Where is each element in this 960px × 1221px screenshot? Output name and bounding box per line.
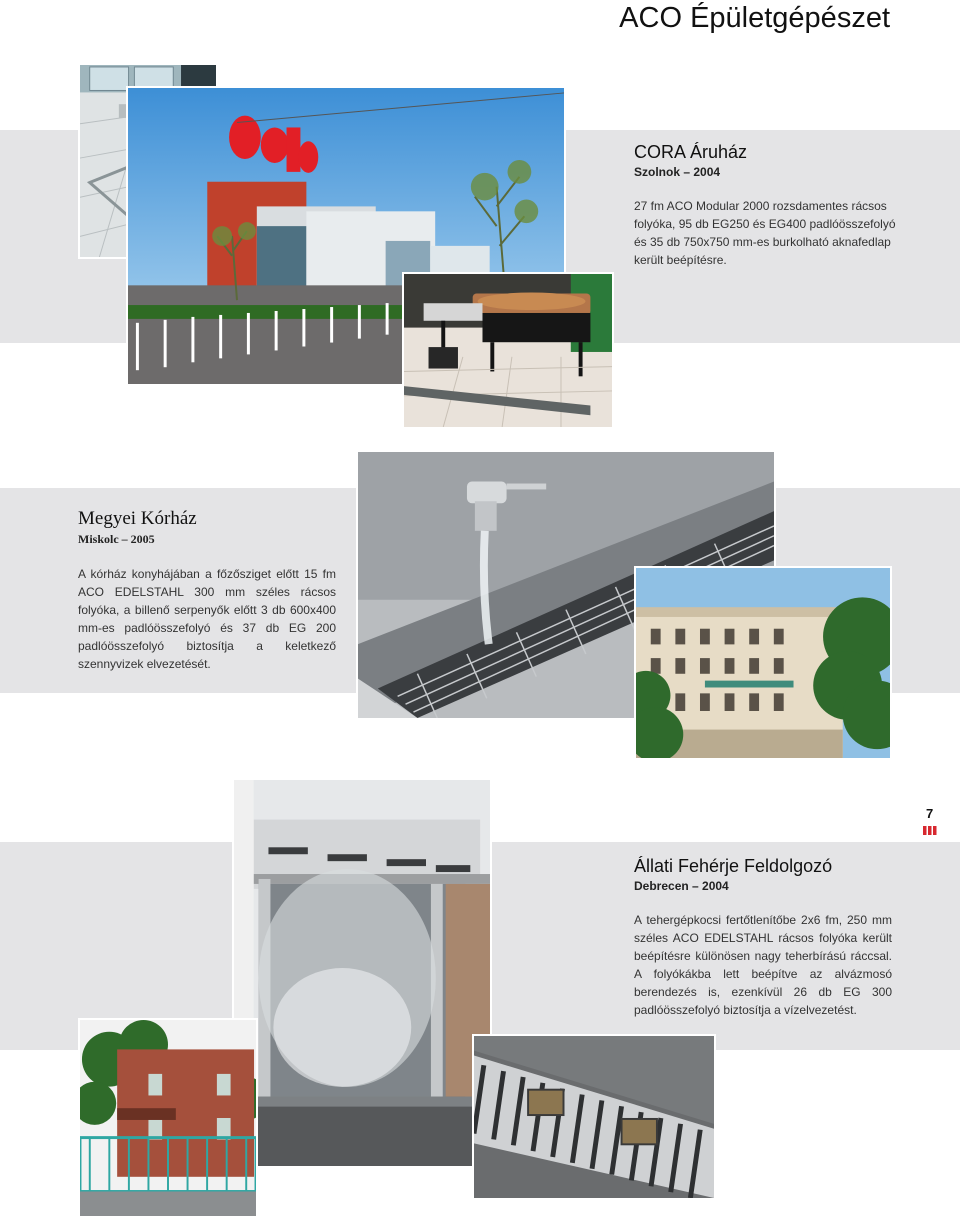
page-title: ACO Épületgépészet	[619, 2, 890, 34]
project-subtitle: Miskolc – 2005	[78, 532, 155, 546]
project-subtitle: Szolnok – 2004	[634, 165, 721, 179]
project-cora	[634, 142, 896, 269]
photo-food-counter	[402, 272, 614, 429]
project-description: A tehergépkocsi fertőtlenítőbe 2x6 fm, 250 mm széles ACO EDELSTAHL rácsos folyóka került beépítésre különösen nagy teherbírású ráccsal. A folyókákba lett beépítve az alvázmosó berendezés is, ezenkívül 26 db EG 300 padlóösszefolyó biztosítja a vízelvezetést.	[634, 913, 892, 1017]
photo-brick-building	[78, 1018, 258, 1218]
project-description: 27 fm ACO Modular 2000 rozsdamentes rácsos folyóka, 95 db EG250 és EG400 padlóösszefolyó és 35 db 750x750 mm-es burkolható aknafedlap került beépítésre.	[634, 199, 896, 267]
page-number: 7	[926, 806, 934, 821]
project-korhaz	[78, 508, 336, 673]
project-subtitle: Debrecen – 2004	[634, 879, 729, 893]
photo-hospital-building	[634, 566, 892, 760]
project-description: A kórház konyhájában a főzősziget előtt 15 fm ACO EDELSTAHL 300 mm széles rácsos folyóka, a billenő serpenyők előtt 3 db 600x400 mm-es padlóösszefolyó és 37 db EG 200 padlóösszefolyó biztosítja a keletkező szennyvizek elvezetését.	[78, 567, 336, 671]
project-title: Állati Fehérje Feldolgozó	[634, 856, 833, 876]
photo-heavy-grating	[472, 1034, 716, 1200]
project-title: Megyei Kórház	[78, 508, 197, 529]
project-feldolgozo	[634, 856, 892, 1019]
aco-brand-mark-icon	[923, 826, 937, 835]
project-title: CORA Áruház	[634, 142, 748, 162]
photo-truck-disinfection	[232, 778, 492, 1168]
